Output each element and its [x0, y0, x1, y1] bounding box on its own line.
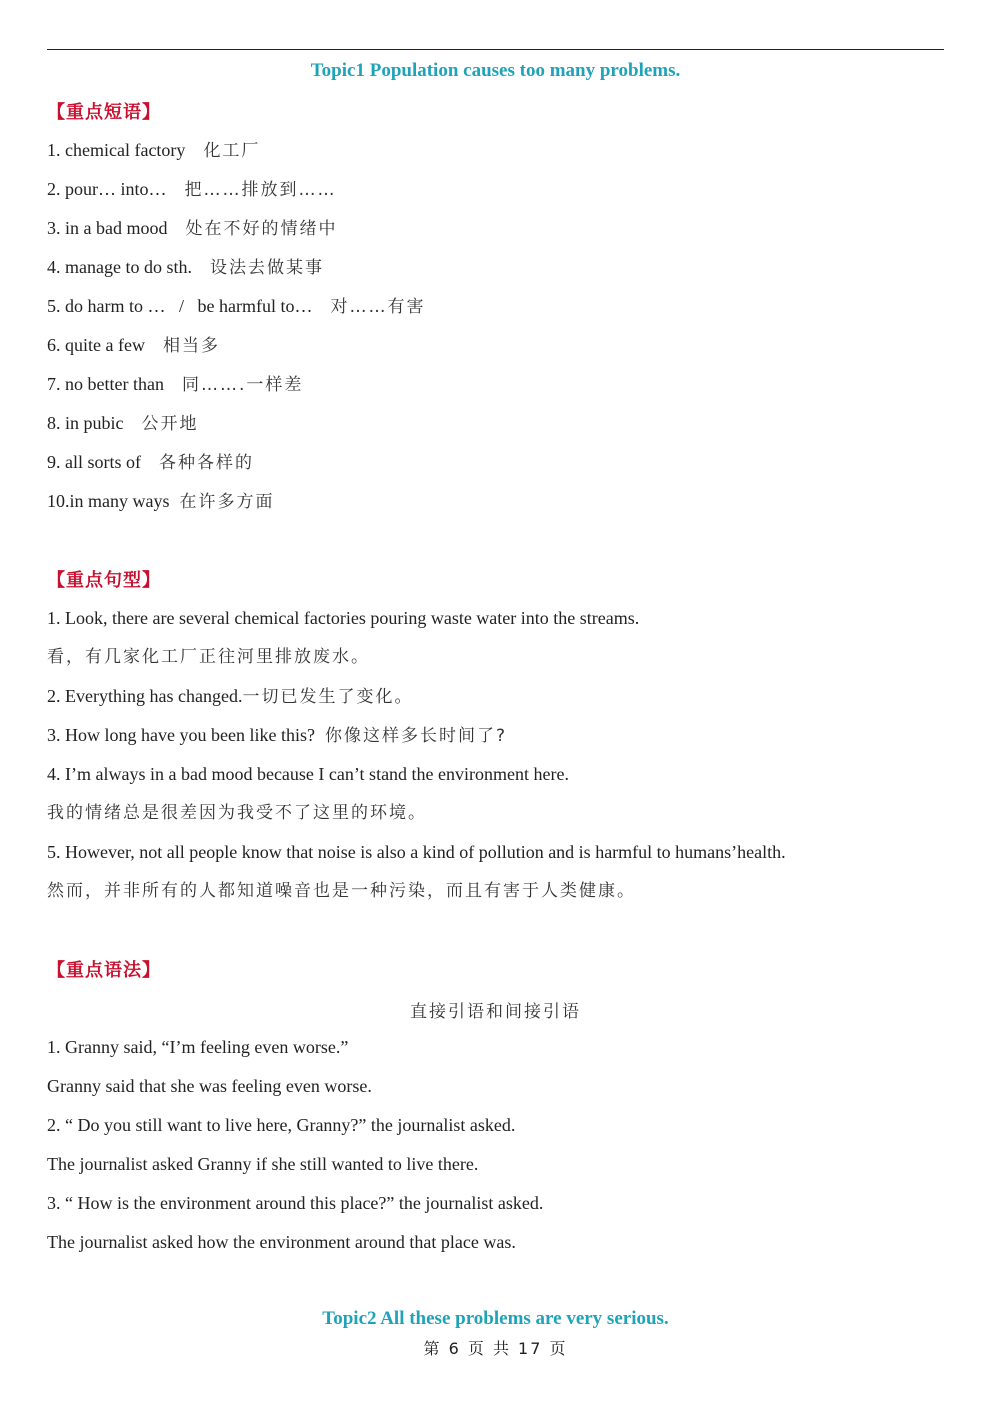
topic2-title: Topic2 All these problems are very serious. — [322, 1308, 669, 1329]
phrase-item: 10.in many ways 在许多方面 — [47, 491, 275, 512]
sentence-en: 5. However, not all people know that noise is also a kind of pollution and is harmful to humans’health. — [47, 842, 786, 862]
sentence-cn: 看，有几家化工厂正往河里排放废水。 — [47, 647, 370, 667]
grammar-line: 3. “ How is the environment around this place?” the journalist asked. — [47, 1193, 544, 1213]
grammar-line: The journalist asked Granny if she still wanted to live there. — [47, 1154, 479, 1174]
grammar-line: Granny said that she was feeling even worse. — [47, 1076, 372, 1096]
phrase-item: 9. all sorts of 各种各样的 — [47, 452, 254, 473]
grammar-line: 1. Granny said, “I’m feeling even worse.” — [47, 1037, 349, 1057]
phrase-item: 5. do harm to … / be harmful to… 对……有害 — [47, 296, 426, 317]
phrase-item: 4. manage to do sth. 设法去做某事 — [47, 257, 324, 278]
sentence-cn: 然而，并非所有的人都知道噪音也是一种污染，而且有害于人类健康。 — [47, 881, 636, 901]
grammar-line: 2. “ Do you still want to live here, Granny?” the journalist asked. — [47, 1115, 516, 1135]
grammar-subtitle: 直接引语和间接引语 — [410, 1002, 581, 1022]
page-number: 第 6 页 共 17 页 — [423, 1339, 568, 1358]
sentence-en: 4. I’m always in a bad mood because I can’t stand the environment here. — [47, 764, 569, 784]
topic1-title: Topic1 Population causes too many problems. — [310, 60, 681, 81]
grammar-line: The journalist asked how the environment around that place was. — [47, 1232, 516, 1252]
sentence-cn: 我的情绪总是很差因为我受不了这里的环境。 — [47, 803, 427, 823]
phrase-item: 8. in pubic 公开地 — [47, 413, 199, 434]
phrase-item: 7. no better than 同…….一样差 — [47, 374, 304, 395]
phrases-heading: 【重点短语】 — [47, 102, 161, 123]
phrase-item: 2. pour… into… 把……排放到…… — [47, 179, 337, 200]
grammar-heading: 【重点语法】 — [47, 960, 161, 981]
sentence-item: 2. Everything has changed.一切已发生了变化。 — [47, 686, 414, 707]
sentence-item: 3. How long have you been like this? 你像这样多长时间了? — [47, 725, 507, 746]
top-rule — [47, 49, 944, 50]
sentences-heading: 【重点句型】 — [47, 570, 161, 591]
sentence-en: 1. Look, there are several chemical factories pouring waste water into the streams. — [47, 608, 640, 628]
phrase-item: 6. quite a few 相当多 — [47, 335, 220, 356]
phrase-item: 1. chemical factory 化工厂 — [47, 140, 261, 161]
phrase-item: 3. in a bad mood 处在不好的情绪中 — [47, 218, 338, 239]
